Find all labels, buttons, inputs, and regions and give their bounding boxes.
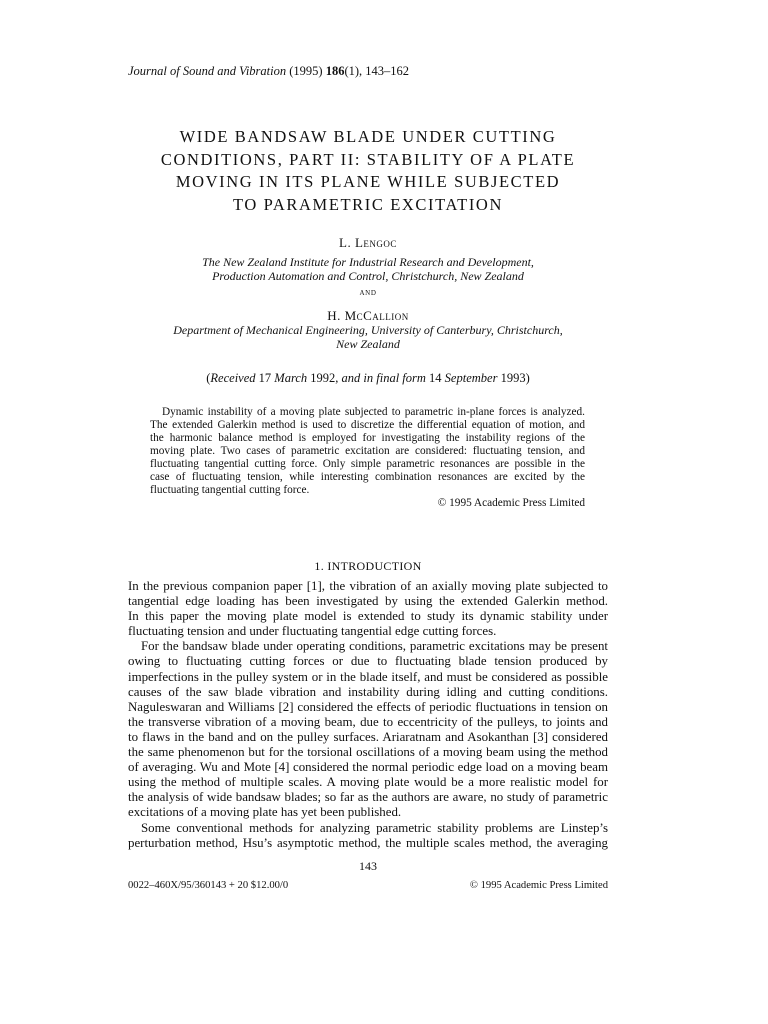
paper-title: [128, 126, 608, 216]
received-month: March: [274, 371, 308, 385]
abstract-line: Dynamic instability of a moving plate subjected to parametric in-plane forces is analyzed.: [162, 406, 585, 418]
footer-copyright: © 1995 Academic Press Limited: [469, 880, 608, 891]
body-line: tangential edge loading has been investigated by using the extended Galerkin method.: [128, 594, 608, 609]
abstract: [150, 406, 585, 497]
journal-year: (1995): [289, 64, 323, 78]
abstract-line: fluctuating tangential cutting force. Only simple parametric resonances are possible in the: [150, 458, 585, 471]
abstract-line: moving plate. Two cases of parametric excitation are considered: fluctuating tension, and: [150, 445, 585, 458]
abstract-line: case of fluctuating tension, while interesting combination resonances are excited by the: [150, 471, 585, 484]
title-line: TO PARAMETRIC EXCITATION: [233, 194, 503, 214]
body-line: using the method of multiple scales. A moving plate would be a more realistic model for: [128, 775, 608, 790]
final-year: 1993): [500, 371, 530, 385]
body-line: the transverse vibration of a moving beam, due to eccentricity of the pulleys, to joints and: [128, 714, 608, 729]
body-line: the analysis of wide bandsaw blades; so far as the authors are aware, no study of parametric: [128, 790, 608, 805]
body-line: fluctuating tension and under fluctuating tangential edge cutting forces.: [128, 624, 497, 639]
abstract-copyright: © 1995 Academic Press Limited: [437, 497, 585, 509]
body-line: For the bandsaw blade under operating conditions, parametric excitations may be present: [141, 639, 608, 654]
body-line: Naguleswaran and Williams [2] considered the effects of periodic fluctuations in tension on: [128, 699, 608, 714]
body-line: excitations of a moving plate has yet been published.: [128, 805, 402, 820]
body-line: In the previous companion paper [1], the vibration of an axially moving plate subjected to: [128, 579, 608, 593]
affiliation-line: Production Automation and Control, Christchurch, New Zealand: [212, 269, 524, 283]
journal-volume: 186: [325, 64, 345, 78]
author-name: L. Lengoc: [339, 235, 397, 250]
journal-issue-pages: (1), 143–162: [344, 64, 410, 78]
body-line: to flaws in the band and on the pulley surfaces. Ariaratnam and Asokanthan [3] considered: [128, 729, 608, 744]
abstract-line: The extended Galerkin method is used to discretize the differential equation of motion, and: [150, 419, 585, 432]
received-label: Received: [210, 371, 256, 385]
body-line: owing to fluctuating cutting forces or due to fluctuating blade tension produced by: [128, 654, 608, 669]
abstract-line: fluctuating tangential cutting force.: [150, 484, 310, 497]
received-day: 17: [258, 371, 272, 385]
section-heading: 1. INTRODUCTION: [314, 559, 422, 573]
footer-code: 0022–460X/95/360143 + 20 $12.00/0: [128, 880, 289, 891]
title-line: WIDE BANDSAW BLADE UNDER CUTTING: [179, 127, 557, 146]
body-line: In this paper the moving plate model is extended to study its dynamic stability under: [128, 609, 608, 624]
journal-citation: [128, 64, 409, 79]
author-name: H. McCallion: [327, 308, 409, 323]
affiliation-line: New Zealand: [336, 337, 400, 351]
body-line: Some conventional methods for analyzing parametric stability problems are Linstep’s: [141, 820, 608, 835]
abstract-line: the harmonic balance method is employed for investigating the instability regions of the: [150, 432, 585, 445]
final-month: September: [444, 371, 498, 385]
final-day: 14: [429, 371, 442, 385]
author-separator: and: [359, 287, 377, 298]
body-line: the same phenomenon but for the torsional oscillations of a moving beam using the method: [128, 745, 608, 760]
received-dates: [128, 371, 608, 386]
received-open: (: [206, 371, 211, 385]
title-line: CONDITIONS, PART II: STABILITY OF A PLATE: [160, 149, 576, 169]
affiliation-line: The New Zealand Institute for Industrial Research and Development,: [202, 255, 534, 269]
body-line: of averaging. Wu and Mote [4] considered the normal periodic edge load on a moving beam: [128, 760, 608, 775]
affiliation-line: Department of Mechanical Engineering, University of Canterbury, Christchurch,: [173, 323, 563, 337]
journal-name: Journal of Sound and Vibration: [128, 64, 287, 78]
title-line: MOVING IN ITS PLANE WHILE SUBJECTED: [175, 172, 561, 191]
body-line: causes of the saw blade vibration and instability during idling and cutting conditions.: [128, 684, 608, 699]
received-year: 1992,: [310, 371, 339, 385]
body-line: perturbation method, Hsu’s asymptotic method, the multiple scales method, the averaging: [128, 835, 608, 850]
body-text: [128, 579, 608, 851]
final-label: and in final form: [341, 371, 426, 385]
author-affiliation: [128, 323, 608, 351]
page-number: 143: [359, 859, 377, 873]
body-line: imperfections in the pulley system or in the blade itself, and must be considered as possible: [128, 669, 608, 684]
author-affiliation: [128, 255, 608, 283]
